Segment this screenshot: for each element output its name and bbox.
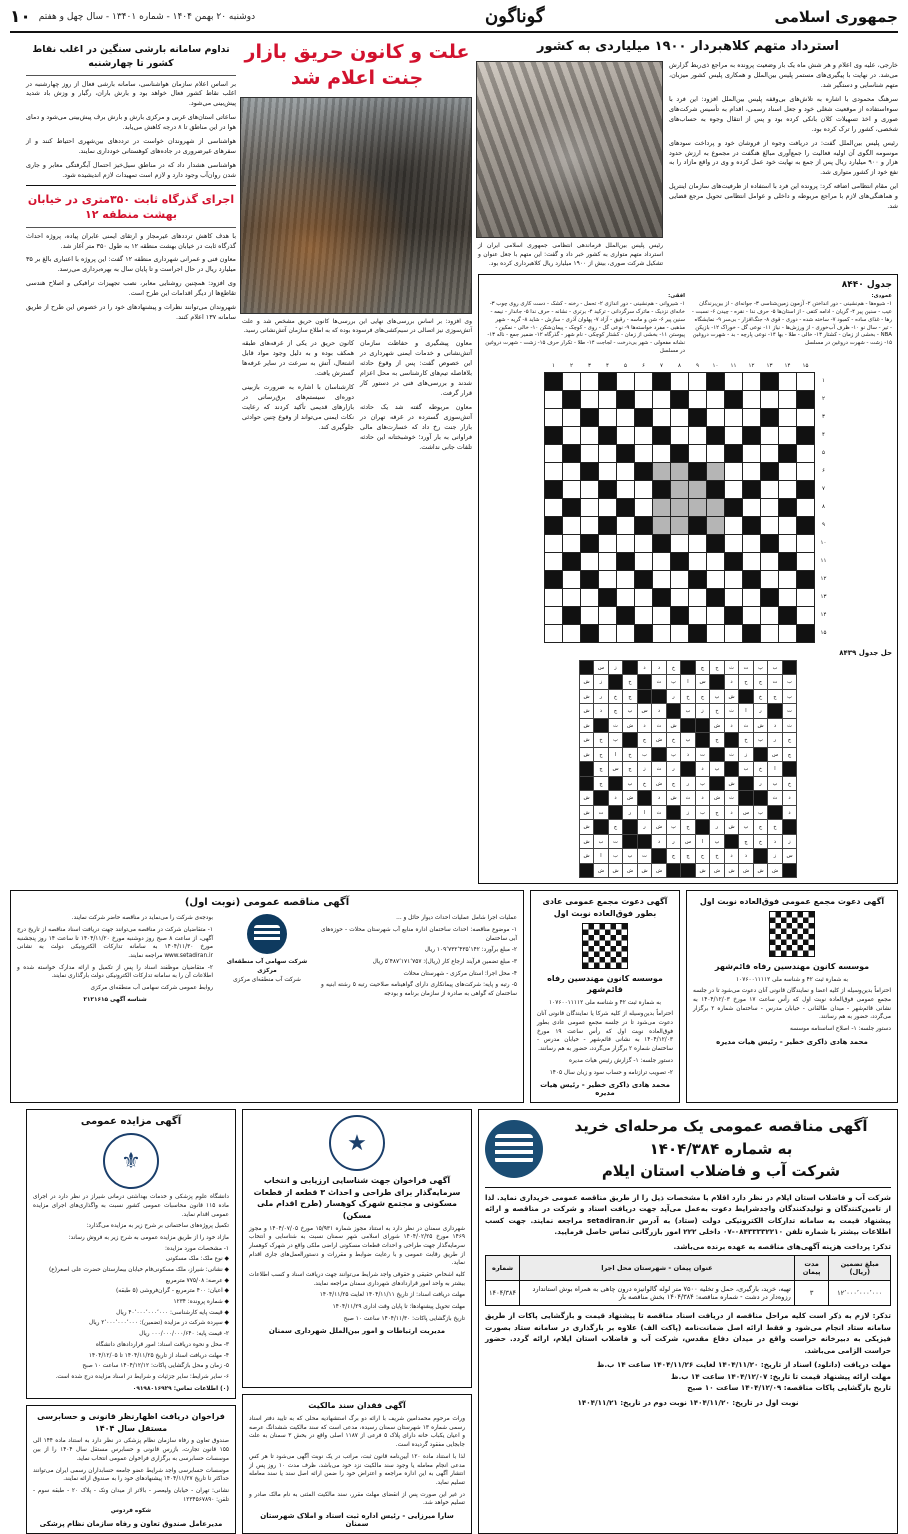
auction-items xyxy=(33,1234,229,1382)
lost-deed-body-2: لذا با استناد ماده ۱۲۰ آیین‌نامه قانون ثبت، مراتب در یک نوبت آگهی می‌شود تا هر کس مدعی انجام معامله یا وجود سند مالکیت نزد خود می‌باشد، ظرف مدت ۱۰ روز پس از انتشار آگهی به این اداره مراجعه و اعتراض خود را ضمن ارائه اصل سند یا سند معامله تسلیم نماید. xyxy=(249,1453,465,1486)
weather-story-title: تداوم سامانه بارشی سنگین در اغلب نقاط کشور تا چهارشنبه xyxy=(32,44,230,69)
auction-item: ۴- مهلت دریافت اسناد از تاریخ ۱۴۰۴/۱۱/۲۵ تا ۱۴۰۴/۱۲/۰۵ xyxy=(88,1352,229,1359)
tender-first-mid-1: عملیات اجرا شامل عملیات احداث دیوار حائل و ... xyxy=(396,915,517,922)
ad-public-auction[interactable] xyxy=(26,1109,236,1399)
weather-paragraph-2: ساعاتی استان‌های غربی و مرکزی بارش و بارش برف پیش‌بینی می‌شود و دمای هوا در این مناطق تا ۸ درجه کاهش می‌یابد. xyxy=(26,113,236,132)
investor-call-body-4: مهلت تحویل پیشنهادها: تا پایان وقت اداری ۱۴۰۴/۱۱/۲۹ xyxy=(332,1304,465,1311)
coop-call-badge: شکوه فردوس xyxy=(110,1508,152,1515)
weather-paragraph-1: بر اساس اعلام سازمان هواشناسی، سامانه بارشی فعال از روز چهارشنبه در اغلب نقاط کشور فعال خواهد بود و بارش باران، رگبار و وزش باد شدید پیش‌بینی می‌شود. xyxy=(26,79,236,108)
assembly-ordinary-agenda-1: دستور جلسه: ۱- گزارش رئیس هیات مدیره xyxy=(568,1057,673,1064)
crossword-down-label: عمودی: xyxy=(871,293,892,300)
tender-first-mid-5: ۴- محل اجرا: استان مرکزی - شهرستان محلات xyxy=(403,970,517,977)
crossword-across-label: افقی: xyxy=(668,293,685,300)
investor-call-signature: مدیریت ارتباطات و امور بین‌الملل شهرداری سمنان xyxy=(268,1327,446,1336)
lost-deed-signature: سارا میرزایی - رئیس اداره ثبت اسناد و املاک شهرستان سمنان xyxy=(260,1511,454,1528)
abfa-logo-icon xyxy=(485,1120,543,1178)
auction-item: ۳- محل و نحوه دریافت اسناد: امور قراردادهای دانشگاه xyxy=(95,1341,229,1348)
fire-paragraph-4: کارشناسان با اشاره به ضرورت بازبینی دوره‌ای سیستم‌های برق‌رسانی در بازارهای قدیمی تأکید کردند که رعایت نکات ایمنی می‌تواند از وقوع چنین حوادثی جلوگیری کند. xyxy=(242,382,354,431)
main-tender-table xyxy=(485,1255,891,1306)
auction-item: ◆ قیمت پایه کارشناسی: ۴۰٬۰۰۰٬۰۰۰٬۰۰۰ ریال xyxy=(116,1309,229,1316)
auction-item: ۲- قیمت پایه: ۰۰۰/۰۰۰/۰۰۰/۶۴۰ ریال xyxy=(139,1331,229,1338)
lead-photo-caption: رئیس پلیس بین‌الملل فرماندهی انتظامی جمهوری اسلامی ایران از استرداد متهم متواری به کشور خبر داد و گفت: این متهم با جعل عنوان و تشکیل شرکت صوری، بیش از ۱۹۰۰ میلیارد ریال کلاهبرداری کرده بود. xyxy=(478,242,663,268)
assembly-extraordinary-agenda: دستور جلسه: ۱- اصلاح اساسنامه موسسه xyxy=(790,1025,891,1032)
auction-item: مازاد خود را از طریق مزایده عمومی به شرح زیر به فروش رساند: xyxy=(68,1234,229,1241)
tender-first-mid-6: ۵- رتبه و پایه: شرکت‌های پیمانکاری دارای گواهینامه صلاحیت رتبه ۵ رشته ابنیه و ساختمان که گواهی به صادره از سازمان برنامه و بودجه xyxy=(321,982,518,998)
page-number: ۱۰ xyxy=(10,6,31,27)
auction-item: ۱- مشخصات مورد مزایده: xyxy=(164,1245,229,1252)
weather-paragraph-4: هواشناسی هشدار داد که در مناطق سیل‌خیز احتمال آبگرفتگی معابر و جاری شدن روان‌آب وجود دارد و لازم است تمهیدات لازم اندیشیده شود. xyxy=(26,160,236,179)
td-guarantee: ۱۲٬۰۰۰٬۰۰۰٬۰۰۰ xyxy=(829,1281,891,1306)
tender-first-mid-3: ۲- مبلغ برآورد: ۱۰۹٬۷۳۲٬۴۳۵٬۱۴۲ ریال xyxy=(424,947,517,954)
main-tender-date-1: مهلت دریافت (دانلود) اسناد از تاریخ: ۱۴۰۴/۱۱/۲۰ لغایت ۱۴۰۴/۱۱/۲۶ ساعت ۱۴ ب.ظ xyxy=(596,1360,891,1370)
auction-item: ۵- زمان و محل بازگشایی پاکات: ۱۴۰۴/۱۲/۱۲ ساعت ۱۰ صبح xyxy=(82,1363,229,1370)
fire-headline: علت و کانون حریق بازار جنت اعلام شد xyxy=(244,41,470,89)
crossword-solution-grid: ب پ ت ث ج چ خ د ذ ز س ب ت ج ح د س ا پ ث خ ز ش پ ج خ ش پ ج خ ر ج خ ر ش ت ر ا ث خ ز ب د س پ چ ذ ش ث د ش ث د ش ش ث د ش ث ش ج ر پ خ ج پ خ ش ج پ خ ش چ س ز ث ت ذ پ ب خ ا ح ش ا خ ب پ ذ ر ث ز ج س چ خ پ ر ش پ ر ج ش خ پ ج د ث ث ش د ث ش د ش د ش ذ پ س د ج ب ز ث ا ر ت ش خ ج پ ش ر ج پ ش ر ج ش ز ذ خ چ پ ا س ر د ت ب ش س ز ذ د خ ح چ ج ت پ ب ا ش ش ش ش ش ش ش ش ش ش ش ش xyxy=(579,660,798,879)
assembly-ordinary-org: موسسه کانون مهندسین رفاه قائم‌شهر xyxy=(547,973,663,995)
investor-call-body-2: کلیه اشخاص حقیقی و حقوقی واجد شرایط می‌توانند جهت دریافت اسناد و کسب اطلاعات بیشتر به واحد امور قراردادهای شهرداری سمنان مراجعه نمایند. xyxy=(249,1272,465,1287)
crossword-title: جدول ۸۴۴۰ xyxy=(841,280,892,291)
td-duration: ۳ xyxy=(794,1281,829,1306)
assembly-extraordinary-signature: محمد هادی ذاکری خطیر - رئیس هیات مدیره xyxy=(716,1037,868,1046)
coop-call-signature: مدیرعامل صندوق تعاون و رفاه سازمان نظام پزشکی xyxy=(39,1519,223,1528)
top-area xyxy=(10,38,898,884)
fire-paragraph-2: معاون مربوطه گفته شد یک حادثه آتش‌سوزی گسترده در غرفه تهران در بازار جنت رخ داد که خسارت‌های مالی فراوانی به بار آورد؛ خوشبختانه این حادثه تلفات جانی نداشت. xyxy=(360,402,472,451)
masthead xyxy=(10,6,898,33)
auction-body-1: دانشگاه علوم پزشکی و خدمات بهداشتی درمانی شیراز در نظر دارد در اجرای ماده ۱۱۵ قانون محاسبات عمومی کشور نسبت به واگذاری‌های اجرای مزایده عمومی اقدام نماید. xyxy=(33,1194,229,1218)
th-duration: مدت پیمان xyxy=(794,1256,829,1281)
auction-body-2: تکمیل پروژه‌های ساختمانی بر شرح زیر به مزایده می‌گذارد: xyxy=(86,1223,229,1230)
tender-first-mid-2: ۱- موضوع مناقصه: احداث ساختمان اداره منابع آب شهرستان محلات - حوزه‌های آبی ساختمان xyxy=(321,927,517,942)
assembly-extraordinary-org: موسسه کانون مهندسین رفاه قائم‌شهر xyxy=(714,961,870,971)
lead-paragraph-1: خارجی، علیه وی اعلام و هر شش ماه یک بار وضعیت پرونده به مراجع ذی‌ربط گزارش می‌شد. در نهایت با پیگیری‌های مستمر پلیس بین‌الملل و همکاری پلیس کشور میزبان، متهم شناسایی و دستگیر شد. xyxy=(669,61,898,90)
tender-first-body-4: روابط عمومی شرکت سهامی آب منطقه‌ای مرکزی xyxy=(90,985,213,992)
main-tender-intro: شرکت آب و فاضلاب استان ایلام در نظر دارد اقلام با مشخصات ذیل را از طریق مناقصه عمومی خریداری نماید. لذا از تامین‌کنندگان و تولیدکنندگان واجدشرایط دعوت به‌عمل می‌آید جهت دریافت اسناد و شرکت در مناقصه و ارائه پیشنهاد قیمت به سامانه تدارکات الکترونیکی دولت (ستاد) به آدرس setadiran.ir مراجعه نمایند. جهت کسب اطلاعات بیشتر با شماره تلفن ۰۸۴۳۳۳۳۲۲۱۰-۰۷ داخلی ۲۲۲ امور بازرگانی تماس حاصل فرمایید. xyxy=(485,1192,891,1237)
lead-photo xyxy=(476,61,663,238)
newspaper-logo: جمهوری اسلامی xyxy=(774,7,898,26)
crossword-block xyxy=(478,274,898,884)
auction-item: ◆ نشانی: شیراز، ملک مسکونی‌فام خیابان بیمارستان حضرت علی اصغر(ع) xyxy=(49,1267,229,1273)
tender-first-body-3: ۲- متقاضیان موظفند اسناد را پس از تکمیل و ارائه مدارک خواسته شده و اطلاعات آن را به سامانه تدارکات الکترونیکی دولت بارگذاری نمایند. xyxy=(17,964,213,980)
auction-contact: (۰) اطلاعات تماس: ۰۹۱۹۸۰۱۶۹۲۹ xyxy=(132,1385,229,1392)
lead-paragraph-4: این مقام انتظامی اضافه کرد: پرونده این فرد با استفاده از ظرفیت‌های سازمان اینترپل و هماهنگی‌های لازم با مراجع مربوطه و داخلی و عوامل انتظامی تحویل مرجع قضایی شد. xyxy=(669,182,898,211)
right-column xyxy=(26,38,236,884)
municipality-emblem-icon: ★ xyxy=(329,1115,385,1171)
lead-paragraph-2: سرهنگ محمودی با اشاره به تلاش‌های بی‌وقفه پلیس بین‌الملل افزود: این فرد با سوءاستفاده از موقعیت شغلی خود و جعل اسناد رسمی، اقدام به تأسیس شرکت‌های صوری و اخذ تسهیلات کلان بانکی کرده بود و پس از انتقال وجوه به حساب‌های شخصی، کشور را ترک کرده بود. xyxy=(669,94,898,133)
main-tender-date-4: نوبت اول در تاریخ: ۱۴۰۴/۱۱/۲۰ نوبت دوم در تاریخ: ۱۴۰۴/۱۱/۲۱ xyxy=(577,1397,799,1407)
ad-assembly-extraordinary[interactable] xyxy=(686,890,898,1103)
assembly-ordinary-agenda-2: ۲- تصویب ترازنامه و حساب سود و زیان سال ۱۴۰۵ xyxy=(549,1069,673,1076)
ad-assembly-ordinary[interactable] xyxy=(530,890,680,1103)
main-tender-date-3: تاریخ بازگشایی پاکات مناقصه: ۱۴۰۴/۱۲/۰۹ ساعت ۱۰ صبح xyxy=(687,1383,891,1393)
ad-public-tender-first[interactable] xyxy=(10,890,524,1103)
section-title: گوناگون xyxy=(485,6,545,27)
table-header-row xyxy=(486,1256,891,1281)
coop-call-body-2: موسسات حسابرسی واجد شرایط عضو جامعه حسابداران رسمی ایران می‌توانند حداکثر تا تاریخ ۱۴۰۴/۱۱/۲۷ پیشنهادهای خود را به صندوق ارائه نمایند. xyxy=(33,1467,229,1483)
fire-paragraph-1: معاون پیشگیری و حفاظت سازمان آتش‌نشانی و خدمات ایمنی شهرداری در این خصوص گفت: پس از وقوع حادثه بلافاصله تیم‌های کارشناسی به محل اعزام شدند و بررسی‌های فنی در دستور کار قرار گرفت. xyxy=(360,339,472,397)
crossing-story-title: اجرای گذرگاه ثابت ۳۵۰متری در خیابان بهشت منطقه ۱۲ xyxy=(27,192,235,222)
investor-call-body-1: شهرداری سمنان در نظر دارد به استناد مجوز شماره ۱۵/۹۳۱ مورخ ۱۴۰۴/۰۷/۰۵ و مجوز ۱۴۶۹ مورخ ۱۴۰۴/۰۲/۲۵ شورای اسلامی شهر سمنان نسبت به شناسایی و انتخاب سرمایه‌گذار جهت طراحی و احداث قطعات مسکونی اراضی ملکی واقع در شهرک کوهسار از طریق رقابت عمومی و با رعایت ضوابط و مقررات و دستورالعمل‌های جاری اقدام نماید. xyxy=(249,1225,465,1267)
ad-lost-deed[interactable] xyxy=(242,1394,472,1533)
crossing-paragraph-4: شهروندان می‌توانند نظرات و پیشنهادهای خود را در خصوص این طرح از طریق سامانه ۱۳۷ اعلام کنند. xyxy=(26,303,236,322)
th-number: شماره xyxy=(486,1256,520,1281)
fire-photo-caption: وی افزود: بر اساس بررسی‌های نهایی این بررسی‌ها کانون حریق مشخص شد و علت آتش‌سوزی نیز اتصالی در سیم‌کشی‌های فرسوده بوده که به اطلاع سازمان آتش‌نشانی رسید. xyxy=(242,318,472,335)
assembly-extraordinary-body: احتراماً بدین‌وسیله از کلیه اعضا و نمایندگان قانونی آنان دعوت می‌شود تا در جلسه مجمع عمومی فوق‌العاده نوبت اول که رأس ساعت ۱۷ مورخ ۱۴۰۴/۱۲/۰۳ به نشانی قائم‌شهر - میدان طالقانی - خیابان مدرس - ساختمان شماره ۲ برگزار می‌گردد، حضور به هم رسانند. xyxy=(693,988,891,1021)
main-tender-title-3: شرکت آب و فاضلاب استان ایلام xyxy=(601,1162,841,1181)
tender-first-mid-4: ۳- مبلغ تضمین فرآیند ارجاع کار (ریال): ۵٬۴۸۷٬۱۷۱٬۷۵۷ ریال xyxy=(372,959,517,966)
main-tender-title-1: آگهی مناقصه عمومی یک مرحله‌ای خرید xyxy=(574,1117,868,1136)
lost-deed-body-1: وراث مرحوم محمدامین شریف با ارائه دو برگ استشهادیه محلی که به تایید دفتر اسناد رسمی شماره ۱۳ شهرستان سمنان رسیده، مدعی است که سند مالکیت ششدانگ عرصه و اعیان یکباب خانه دارای پلاک ۵ فرعی از ۱۱۸۷ اصلی واقع در بخش ۳ سمنان به علت جابجایی مفقود گردیده است. xyxy=(249,1416,465,1449)
auction-title: آگهی مزایده عمومی xyxy=(80,1116,182,1128)
tender-first-body-1: بودجه‌ی شرکت را می‌نماید در مناقصه حاضر شرکت نمایند. xyxy=(71,915,213,922)
assembly-extraordinary-title: آگهی دعوت مجمع عمومی فوق‌العاده نوبت اول xyxy=(699,897,885,907)
table-row xyxy=(486,1281,891,1306)
ad-investor-call[interactable] xyxy=(242,1109,472,1388)
qr-code-icon xyxy=(769,911,815,957)
td-number: ۱۴۰۴/۳۸۴ xyxy=(486,1281,520,1306)
crossword-down-clues: ۱- شیوه‌ها - هم‌نشینی - دور انداختن ۲- آزمون زمین‌شناسی ۳- جوانه‌ای - از بین‌برندگان عیب - سنین پیر ۴- گریان - ادامه کتفی - از استان‌ها ۵- حرف ندا - نقره - چیدن ۶- نسبت - رها - غذای ساده - کمبود ۷- ساخته شده - دوری - قوی ۸- جنگ‌افزار - بی‌سر ۹- نمایشگاه - تیر - سال نو ۱۰- ظرف آب‌خوری - از ورزش‌ها - نیاز ۱۱- نوعی گل - خوراک ۱۲- بازیکن NBA - بخشی از زمان - کشتار ۱۳- خالی - طلا - بها ۱۴- نوعی پارچه - بد - شهرت دروغین ۱۵- زشت - شهرت دروغین در مسلسل xyxy=(691,301,892,347)
auction-item: ◆ اعیان: ۴۰۰ مترمربع - گران‌فروشی (۵ طبقه) xyxy=(115,1288,229,1295)
fire-story xyxy=(242,38,472,884)
main-tender-note-2: تذکر: لازم به ذکر است کلیه مراحل مناقصه از دریافت اسناد مناقصه تا پیشنهاد قیمت و بازگشایی پاکات از طریق سامانه ستاد انجام می‌شود و فقط ارائه اصل ضمانت‌نامه (پاکت الف) علاوه بر بارگذاری در سامانه ستاد بصورت فیزیکی به دبیرخانه حراست واقع در میدان دفاع مقدس، شرکت آب و فاضلاب استان ایلام، ارائه گردد. حضور حراست الزامی می‌باشد. xyxy=(485,1311,891,1355)
auction-item: ◆ شماره پرونده: ۱۲۳۴ xyxy=(173,1299,229,1306)
issue-meta: دوشنبه ۲۰ بهمن ۱۴۰۴ - شماره ۱۳۴۰۱ - سال چهل و هفتم xyxy=(38,11,256,22)
th-guarantee: مبلغ تضمین (ریال) xyxy=(829,1256,891,1281)
tender-first-org-sub: شرکت آب منطقه‌ای مرکزی xyxy=(233,976,301,983)
investor-call-body-5: تاریخ بازگشایی پاکات: ۱۴۰۴/۱۱/۳۰ ساعت ۱۰ صبح xyxy=(343,1315,465,1322)
crossword-grid-wrap[interactable] xyxy=(484,361,892,643)
ad-main-tender-ilam[interactable] xyxy=(478,1109,898,1534)
main-tender-title-2: به شماره ۱۴۰۴/۳۸۴ xyxy=(649,1139,793,1158)
assembly-ordinary-body: احتراماً بدین‌وسیله از کلیه شرکا یا نمایندگان قانونی آنان دعوت می‌شود تا در جلسه مجمع عمومی عادی بطور فوق‌العاده نوبت اول که رأس ساعت ۱۹ مورخ ۱۴۰۴/۱۲/۰۳ به نشانی قائم‌شهر - خیابان مدرس - ساختمان شماره ۲ برگزار می‌گردد، حضور به هم رسانند. xyxy=(537,1011,674,1053)
main-tender-note-1: تذکر: پرداخت هزینه آگهی‌های مناقصه به عهده برنده می‌باشد. xyxy=(673,1241,891,1251)
university-emblem-icon: ⚜ xyxy=(103,1133,159,1189)
auction-item: ◆ عرصه: ۷۷۵/۰۸ مترمربع xyxy=(165,1277,229,1284)
investor-call-title: آگهی فراخوان جهت شناسایی ارزیابی و انتخاب سرمایه‌گذار برای طراحی و احداث ۳ قطعه از قطعات مسکونی و مجتمع شهرک کوهسار (طرح اقدام ملی مسکن) xyxy=(253,1176,461,1220)
weather-paragraph-3: هواشناسی از شهروندان خواست در تردد‌های بین‌شهری احتیاط کنند و از سفرهای غیرضروری در جاده‌های کوهستانی خودداری نمایند. xyxy=(26,137,236,156)
lost-deed-title: آگهی فقدان سند مالکیت xyxy=(308,1401,406,1411)
coop-call-body-1: صندوق تعاون و رفاه سازمان نظام پزشکی در نظر دارد به استناد ماده ۱۴۴ الی ۱۵۵ قانون تجارت، بازرس قانونی و حسابرس مستقل سال ۱۴۰۴ را از بین موسسات حسابرسی به برگزاری فراخوان عمومی انتخاب نماید. xyxy=(33,1438,229,1462)
ads-row-2 xyxy=(10,1109,898,1534)
water-company-logo-icon xyxy=(247,914,287,954)
assembly-ordinary-title: آگهی دعوت مجمع عمومی عادی بطور فوق‌العاده نوبت اول xyxy=(542,897,668,918)
investor-call-body-3: مهلت دریافت اسناد: از تاریخ ۱۴۰۴/۱۱/۱۱ لغایت ۱۴۰۴/۱۱/۲۵ xyxy=(319,1292,465,1299)
tender-first-org: شرکت سهامی آب منطقه‌ای مرکزی xyxy=(226,959,308,974)
auction-item: ◆ سپرده شرکت در مزایده (تضمین): ۲٬۰۰۰٬۰۰۰٬۰۰۰ ریال xyxy=(89,1320,229,1327)
ads-row-1 xyxy=(10,890,898,1103)
crossing-paragraph-1: با هدف کاهش ترددهای غیرمجاز و ارتقای ایمنی عابران پیاده، پروژه احداث گذرگاه ثابت در خیابان بهشت منطقه ۱۲ به طول ۳۵۰ متر آغاز شد. xyxy=(26,231,236,250)
main-tender-date-2: مهلت ارائه پیشنهاد قیمت تا تاریخ: ۱۴۰۴/۱۲/۰۷ ساعت ۱۴ ب.ظ xyxy=(671,1371,891,1381)
coop-call-title: فراخوان دریافت اظهارنظر قانونی و حسابرسی مستقل سال ۱۴۰۴ xyxy=(37,1412,225,1433)
th-subject: عنوان پیمان - شهرستان محل اجرا xyxy=(520,1256,795,1281)
lead-paragraph-3: رئیس پلیس بین‌الملل گفت: در دریافت وجوه از فروشان خود و پرداخت سودهای موسومه الگوی آن اولیه فعالیت را جمع‌آوری مبالغ هنگفت در مجموع به ارزش حدود هزار و ۹۰۰ میلیارد ریال پس از جمع به نهایت خود عمل کرده و وی در واقع مازاد را به نفع خود از کشور متواری شد. xyxy=(669,138,898,177)
crossing-paragraph-3: وی افزود: همچنین روشنایی معابر، نصب تجهیزات ترافیکی و اصلاح هندسی تقاطع‌ها از دیگر اقدامات این طرح است. xyxy=(26,279,236,298)
tender-first-body-2: ۱- متقاضیان شرکت در مناقصه می‌توانند جهت دریافت اسناد مناقصه از تاریخ درج آگهی، از ساعت ۸ صبح روز دوشنبه مورخ ۱۴۰۴/۱۱/۲۰ تا ساعت ۱۴ روز پنجشنبه مورخ ۱۴۰۴/۱۱/۳۰ به سامانه تدارکات الکترونیکی دولت به نشانی www.setadiran.ir مراجعه نمایند. xyxy=(17,927,214,960)
fire-photo xyxy=(240,97,472,314)
assembly-ordinary-reg: به شماره ثبت ۴۲ و شناسه ملی ۱۰۷۶۰۰۱۱۱۱۲ xyxy=(549,999,661,1006)
crossword-across-clues: ۱- شیروانی - هم‌نشینی - دور اندازی ۲- تحمل - رخنه - کشک - دست کاری روی چوب ۳- خانه‌ای نزدیک - ماترک سرگردانی - ترکید ۴- برتری - نشانه - حرف ندا ۵- جاندار - نیمه - سنین پیر ۶- شن و ماسه - رقیق - آزاد ۷- پهلوان آذری - سازش - شاید ۸- گریه - شهر مذهبی - مفرد خواسته‌ها ۹- نوعی گل - روی - کوچک - پیمان‌شکن ۱۰- خالی - نمکین - پیوستن ۱۱- بخشی از زمان - کشتار کوچکی - نام شهر - گذرگاه ۱۲- ضمیر جمع - ناله ۱۳- نشانه مفعولی - شهر بی‌درخت - لجاجت ۱۴- طلا - تکرار حرف ۱۵- زشت - شهرت دروغین در مسلسل xyxy=(485,301,685,354)
auction-item: ۶- سایر شرایط: سایر جزئیات و شرایط در اسناد مزایده درج شده است. xyxy=(55,1373,229,1380)
auction-item: ◆ نوع ملک: ملک مسکونی xyxy=(165,1256,229,1263)
ad-coop-audit-call[interactable] xyxy=(26,1405,236,1534)
lead-headline: استرداد متهم کلاهبردار ۱۹۰۰ میلیاردی به کشور xyxy=(536,39,840,54)
coop-call-body-3: نشانی: تهران - خیابان ولیعصر - بالاتر از میدان ونک - پلاک ۲۰ - طبقه سوم - تلفن: ۱۲۳۴۵۶۷۸۹۰ xyxy=(33,1487,229,1503)
assembly-ordinary-signature: محمد هادی ذاکری خطیر - رئیس هیات مدیره xyxy=(540,1081,670,1098)
crossing-paragraph-2: معاون فنی و عمرانی شهرداری منطقه ۱۲ گفت: این پروژه با اعتباری بالغ بر ۳۵ میلیارد ریال در حال اجراست و تا پایان سال به بهره‌برداری می‌رسد. xyxy=(26,255,236,274)
fire-paragraph-3: کانون حریق در یکی از غرفه‌های طبقه همکف بوده و به دلیل وجود مواد قابل اشتعال، آتش به سرعت در سایر غرفه‌ها گسترش یافت. xyxy=(242,339,354,378)
tender-first-title: آگهی مناقصه عمومی (نوبت اول) xyxy=(184,897,350,909)
tender-first-notice-no: شناسه آگهی ۲۱۲۱۶۱۵ xyxy=(83,996,147,1003)
assembly-extraordinary-reg: به شماره ثبت ۴۲ و شناسه ملی ۱۰۷۶۰۰۱۱۱۱۲ xyxy=(736,976,848,983)
crossword-grid[interactable]: ۱۵ ۱۴ ۱۳ ۱۲ ۱۱ ۱۰ ۹ ۸ ۷ ۶ ۵ ۴ ۳ ۲ ۱ ۱ ۲ ۳ ۴ ۵ ۶ ۷ ۸ ۹ ۱۰ ۱۱ ۱۲ ۱۳ ۱۴ ۱۵ xyxy=(544,361,832,643)
lead-story xyxy=(478,38,898,884)
qr-code-icon-2 xyxy=(582,923,628,969)
crossword-solution-title: حل جدول ۸۴۳۹ xyxy=(839,648,892,657)
td-subject: تهیه، خرید، بارگیری، حمل و تخلیه ۷۵۰۰ متر لوله گالوانیزه درون چاهی به همراه بوش استاندارد رزوه‌دار در دشت - شماره مناقصه: ۱۴۰۴/۳۸۴ بخش مناقصه بار xyxy=(520,1281,795,1306)
lost-deed-body-3: در غیر این صورت پس از انقضای مهلت مقرر، سند مالکیت المثنی به نام مالک صادر و تسلیم خواهد شد. xyxy=(249,1491,465,1507)
